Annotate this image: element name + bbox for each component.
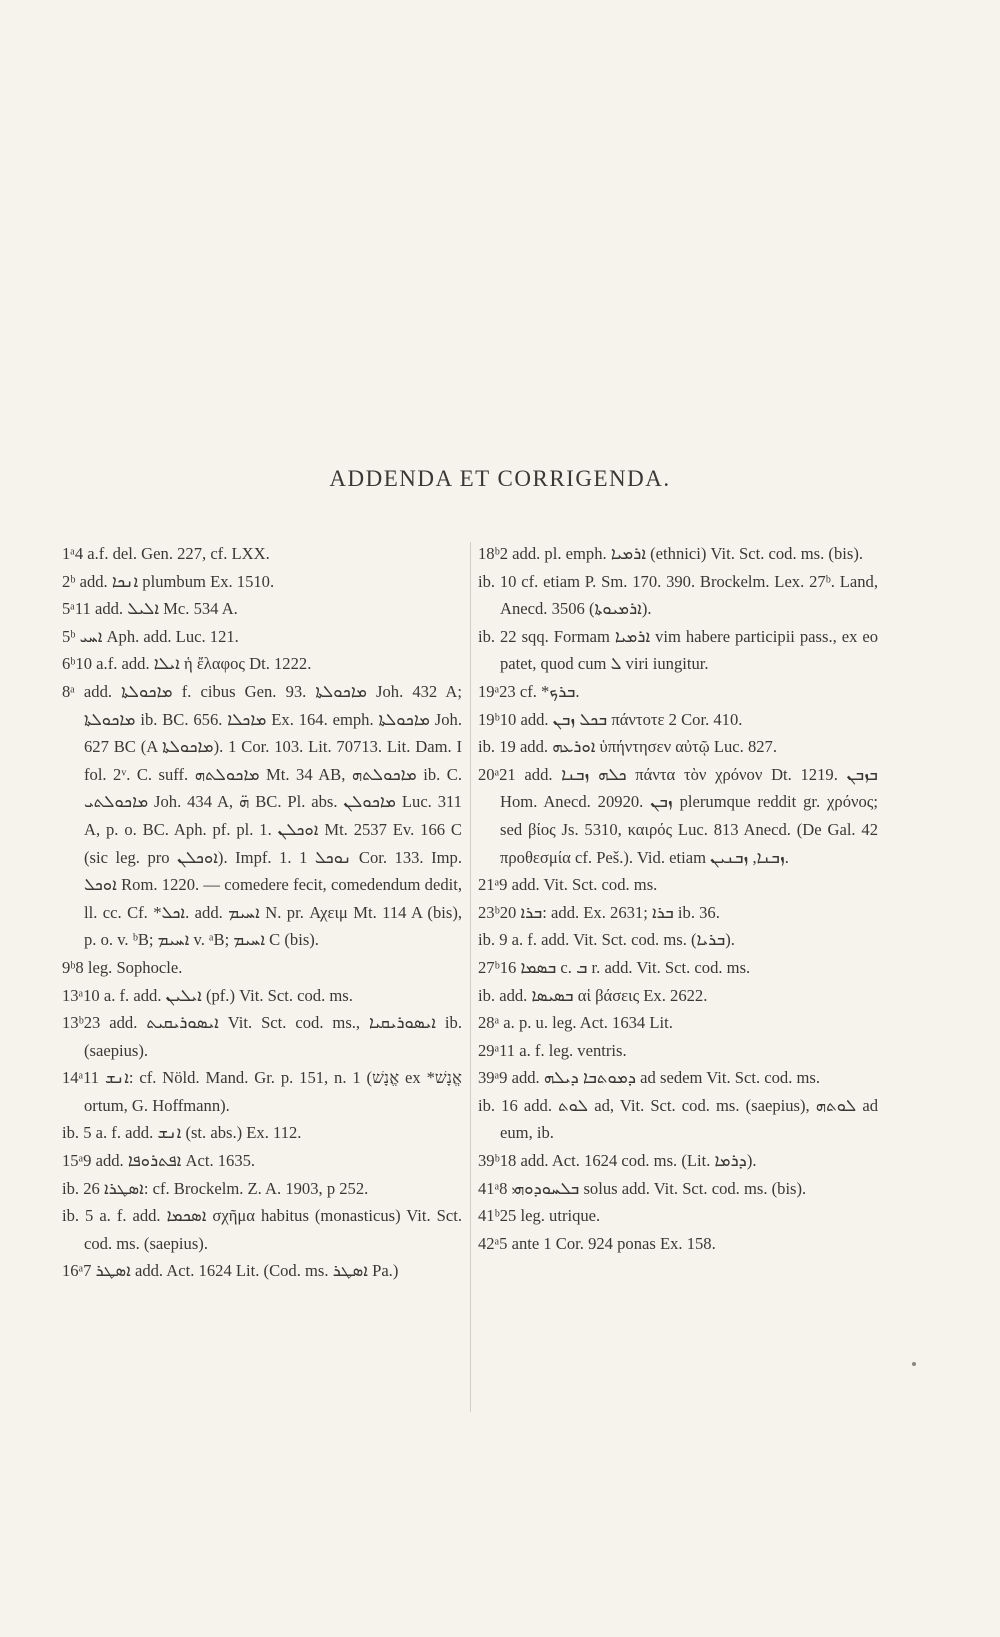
entry: 14ᵃ11 ܐܢܫ: cf. Nöld. Mand. Gr. p. 151, n. 1 (אֱנָשׁ ex *אֱנָשׁ ortum, G. Hoffmann). bbox=[62, 1068, 462, 1115]
entry: ib. 19 add. ܐܘܪܥܗ ὑπήντησεν αὐτῷ Luc. 827. bbox=[478, 737, 778, 757]
entry: 2ᵇ add. ܐܢܟܐ plumbum Ex. 1510. bbox=[62, 571, 275, 591]
entry: 13ᵃ10 a. f. add. ܐܝܠܝܢ (pf.) Vit. Sct. cod. ms. bbox=[62, 985, 353, 1005]
entry: 15ᵃ9 add. ܐܦܬܪܘܦܐ Act. 1635. bbox=[62, 1151, 256, 1171]
entry: 9ᵇ8 leg. Sophocle. bbox=[62, 957, 183, 977]
entry: 20ᵃ21 add. ܟܠܗ ܙܒܢܐ πάντα τὸν χρόνον Dt. 1219. ܒܙܒܢ Hom. Anecd. 20920. ܙܒܢ plerumque reddit gr. χρόνος; sed βίος Js. 5310, καιρός Luc. 813 Anecd. (De Gal. 42 προθεσμία cf. Peš.). Vid. etiam ܙܒܢܐ, ܙܒܢܝܢ. bbox=[478, 764, 878, 867]
entry: 13ᵇ23 add. ܐܝܣܘܪܝܩܝܬ Vit. Sct. cod. ms., ܐܝܣܘܪܝܩܝܐ ib. (saepius). bbox=[62, 1013, 462, 1060]
column-divider bbox=[470, 542, 471, 1412]
entry: 18ᵇ2 add. pl. emph. ܐܪܡܝܐ (ethnici) Vit. Sct. cod. ms. (bis). bbox=[478, 544, 863, 563]
entry: 19ᵃ23 cf. *ܒܪܟ. bbox=[478, 681, 580, 701]
entry: 16ᵃ7 ܐܣܛܪ add. Act. 1624 Lit. (Cod. ms. ܐܣܛܪ Pa.) bbox=[62, 1261, 399, 1281]
page-title: ADDENDA ET CORRIGENDA. bbox=[329, 466, 671, 491]
entry: 41ᵃ8 ܒܠܚܘܕܘܗܝ solus add. Vit. Sct. cod. ms. (bis). bbox=[478, 1178, 807, 1198]
entry: 21ᵃ9 add. Vit. Sct. cod. ms. bbox=[478, 875, 658, 895]
entry: 28ᵃ a. p. u. leg. Act. 1634 Lit. bbox=[478, 1013, 673, 1033]
entry: ib. 9 a. f. add. Vit. Sct. cod. ms. (ܒܪܝܐ). bbox=[478, 930, 735, 950]
entry: 6ᵇ10 a.f. add. ܐܝܠܐ ἡ ἔλαφος Dt. 1222. bbox=[62, 654, 312, 674]
entry: 8ᵃ add. ܡܐܟܘܠܬܐ f. cibus Gen. 93. ܡܐܟܘܠܬܐ Joh. 432 A; ܡܐܟܘܠܬܐ ib. BC. 656. ܡܐܟܠܐ Ex. 164. emph. ܡܐܟܘܠܬܐ Joh. 627 BC (A ܡܐܟܘܠܬܐ). 1 Cor. 103. Lit. 70713. Lit. Dam. I fol. 2ᵛ. C. suff. ܡܐܟܘܠܬܗ Mt. 34 AB, ܡܐܟܘܠܬܗ ib. C. ܡܐܟܘܠܬܝ Joh. 434 A, ܗ̈ BC. Pl. abs. ܡܐܟܘܠܢ Luc. 311 A, p. o. BC. Aph. pf. pl. 1. ܐܘܟܠܢ Mt. 2537 Ev. 166 C (sic leg. pro ܐܘܟܠܢ). Impf. 1. ܢܘܟܠ 1 Cor. 133. Imp. ܐܘܟܠ Rom. 1220. — comedere fecit, comedendum dedit, ll. cc. Cf. *ܐܟܠ. add. ܐܚܝܡ N. pr. Αχειμ Mt. 114 A (bis), p. o. v. ᵇB; ܐܚܝܡ v. ᵃB; ܐܚܝܡ C (bis). bbox=[62, 681, 462, 950]
entry: 19ᵇ10 add. ܒܟܠ ܙܒܢ πάντοτε 2 Cor. 410. bbox=[478, 709, 743, 729]
entry: ib. 16 add. ܠܘܬ ad, Vit. Sct. cod. ms. (saepius), ܠܘܬܗ ad eum, ib. bbox=[478, 1095, 879, 1143]
right-column bbox=[478, 540, 878, 1257]
entry: ib. 5 a. f. add. ܐܢܫ (st. abs.) Ex. 112. bbox=[62, 1123, 302, 1143]
entry: 29ᵃ11 a. f. leg. ventris. bbox=[478, 1040, 627, 1060]
entry: 39ᵇ18 add. Act. 1624 cod. ms. (Lit. ܕܪܡܐ). bbox=[478, 1151, 757, 1171]
entry: ib. 26 ܐܣܛܪܐ: cf. Brockelm. Z. A. 1903, p 252. bbox=[62, 1178, 369, 1198]
entry: 42ᵃ5 ante 1 Cor. 924 ponas Ex. 158. bbox=[478, 1233, 716, 1253]
left-column bbox=[62, 540, 462, 1285]
entry: 23ᵇ20 ܒܪܐ: add. Ex. 2631; ܒܪܐ ib. 36. bbox=[478, 902, 720, 922]
entry: 1ᵃ4 a.f. del. Gen. 227, cf. LXX. bbox=[62, 544, 270, 563]
entry: ib. 10 cf. etiam P. Sm. 170. 390. Brockelm. Lex. 27ᵇ. Land, Anecd. 3506 (ܐܪܡܝܘܬܐ). bbox=[478, 571, 878, 619]
entry: ib. add. ܒܣܝܣܐ αἱ βάσεις Ex. 2622. bbox=[478, 985, 708, 1005]
entry: 5ᵇ ܐܚܝ Aph. add. Luc. 121. bbox=[62, 626, 239, 646]
entry: ib. 22 sqq. Formam ܐܪܡܝܐ vim habere participii pass., ex eo patet, quod cum ܠ viri iungitur. bbox=[478, 626, 878, 674]
entry: 5ᵃ11 add. ܐܠܝܠ Mc. 534 A. bbox=[62, 599, 238, 619]
entry: 39ᵃ9 add. ܕܡܘܬܒܐ ܕܝܠܗ ad sedem Vit. Sct. cod. ms. bbox=[478, 1068, 821, 1088]
entry: 41ᵇ25 leg. utrique. bbox=[478, 1206, 601, 1226]
ink-speck bbox=[912, 1362, 916, 1366]
entry: 27ᵇ16 ܒܣܡܐ c. ܒ r. add. Vit. Sct. cod. ms. bbox=[478, 957, 751, 977]
entry: ib. 5 a. f. add. ܐܣܟܡܐ σχῆμα habitus (monasticus) Vit. Sct. cod. ms. (saepius). bbox=[62, 1206, 462, 1253]
